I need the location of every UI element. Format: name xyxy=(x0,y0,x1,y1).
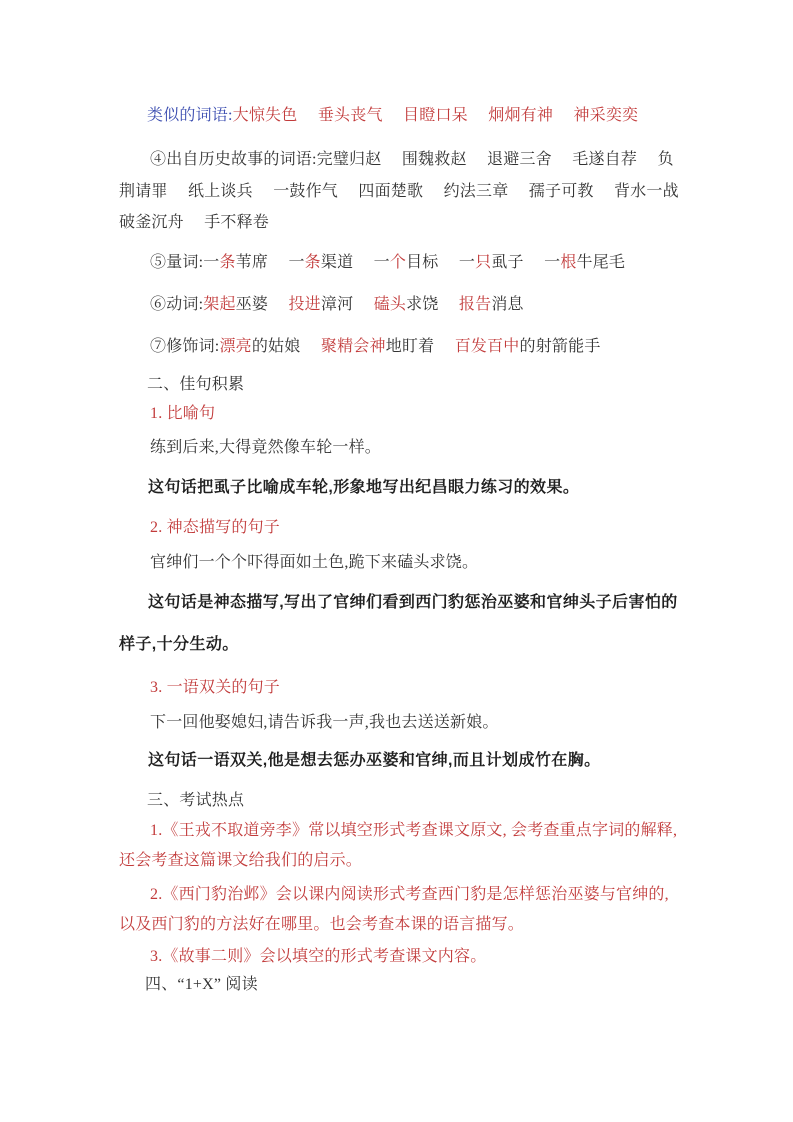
section-3-title xyxy=(147,791,244,811)
text-run: 苇席 xyxy=(235,254,269,271)
pun-analysis xyxy=(148,751,601,771)
text-run: 四、“1+X” 阅读 xyxy=(145,976,258,993)
text-run: 个 xyxy=(389,254,407,271)
text-run: 漂亮 xyxy=(219,338,252,355)
text-run: 根 xyxy=(560,254,577,271)
text-run: 1.《王戎不取道旁李》常以填空形式考查课文原文, 会考查重点字词的解释, xyxy=(150,822,678,839)
text-run: 三、考试热点 xyxy=(147,792,245,809)
expression-analysis-line-1 xyxy=(148,593,678,613)
text-run: ④出自历史故事的词语:完璧归赵 围魏救赵 退避三舍 毛遂自荐 负 xyxy=(150,151,674,168)
expression-heading xyxy=(150,518,280,538)
pun-sentence xyxy=(150,713,499,733)
exam-point-2-line-2 xyxy=(119,915,524,935)
text-run: 3.《故事二则》会以填空的形式考查课文内容。 xyxy=(150,948,487,965)
exam-point-2-line-1 xyxy=(150,885,669,905)
text-run: 这句话是神态描写,写出了官绅们看到西门豹惩治巫婆和官绅头子后害怕的 xyxy=(148,594,678,611)
text-run: 官绅们一个个吓得面如土色,跪下来磕头求饶。 xyxy=(150,554,479,571)
text-run: 巫婆 xyxy=(235,296,269,313)
text-run: ⑤量词:一 xyxy=(150,254,220,271)
text-run: 求饶 xyxy=(406,296,439,313)
text-run: 二、佳句积累 xyxy=(147,376,245,393)
verbs-line xyxy=(150,295,524,315)
text-run: 牛尾毛 xyxy=(576,254,626,271)
text-run: 投进 xyxy=(288,296,321,313)
text-run: 消息 xyxy=(491,296,524,313)
history-idioms-line-3 xyxy=(119,213,269,233)
text-run: 只 xyxy=(475,254,492,271)
text-run: 百发百中 xyxy=(454,338,520,355)
exam-point-3 xyxy=(150,947,486,967)
text-run: 的姑娘 xyxy=(251,338,301,355)
text-run xyxy=(268,296,288,313)
text-run: 架起 xyxy=(203,296,236,313)
text-run: 类似的词语: xyxy=(147,107,233,124)
section-4-title xyxy=(145,975,258,995)
text-run: 2. 神态描写的句子 xyxy=(150,519,281,536)
text-run xyxy=(439,296,459,313)
text-run: 下一回他娶媳妇,请告诉我一声,我也去送送新娘。 xyxy=(150,714,499,731)
metaphor-heading xyxy=(150,404,215,424)
text-run: 这句话一语双关,他是想去惩办巫婆和官绅,而且计划成竹在胸。 xyxy=(148,752,601,769)
text-run: 报告 xyxy=(458,296,492,313)
text-run: 条 xyxy=(219,254,236,271)
metaphor-sentence xyxy=(150,438,381,458)
text-run: 目标 xyxy=(406,254,439,271)
text-run: 1. 比喻句 xyxy=(150,405,216,422)
text-run: 样子,十分生动。 xyxy=(119,636,239,653)
text-run: 磕头 xyxy=(373,296,407,313)
similar-idioms-line xyxy=(147,106,638,126)
text-run: 一 xyxy=(268,254,305,271)
text-run: ⑥动词: xyxy=(150,296,204,313)
exam-point-1-line-1 xyxy=(150,821,677,841)
text-run: 条 xyxy=(304,254,321,271)
text-run: 3. 一语双关的句子 xyxy=(150,679,281,696)
measure-words-line xyxy=(150,253,625,273)
text-run xyxy=(353,296,373,313)
metaphor-analysis xyxy=(148,478,579,498)
history-idioms-line-1 xyxy=(150,150,674,170)
text-run: 聚精会神 xyxy=(320,338,386,355)
modifiers-line xyxy=(150,337,601,357)
text-run: 这句话把虱子比喻成车轮,形象地写出纪昌眼力练习的效果。 xyxy=(148,479,580,496)
text-run: ⑦修饰词: xyxy=(150,338,220,355)
text-run xyxy=(434,338,454,355)
text-run: 的射箭能手 xyxy=(519,338,601,355)
text-run: 还会考查这篇课文给我们的启示。 xyxy=(119,852,363,869)
text-run: 漳河 xyxy=(320,296,354,313)
text-run: 地盯着 xyxy=(385,338,435,355)
text-run: 一 xyxy=(438,254,476,271)
history-idioms-line-2 xyxy=(119,182,679,202)
text-run: 渠道 xyxy=(320,254,354,271)
text-run: 大惊失色 垂头丧气 目瞪口呆 炯炯有神 神采奕奕 xyxy=(232,107,639,124)
expression-analysis-line-2 xyxy=(119,635,239,655)
text-run: 练到后来,大得竟然像车轮一样。 xyxy=(150,439,382,456)
text-run: 一 xyxy=(353,254,390,271)
text-run xyxy=(300,338,320,355)
text-run: 荆请罪 纸上谈兵 一鼓作气 四面楚歌 约法三章 孺子可教 背水一战 xyxy=(119,183,679,200)
pun-heading xyxy=(150,678,280,698)
text-run: 2.《西门豹治邺》会以课内阅读形式考查西门豹是怎样惩治巫婆与官绅的, xyxy=(150,886,669,903)
text-run: 破釜沉舟 手不释卷 xyxy=(119,214,270,231)
text-run: 以及西门豹的方法好在哪里。也会考查本课的语言描写。 xyxy=(119,916,525,933)
text-run: 一 xyxy=(523,254,561,271)
expression-sentence xyxy=(150,553,478,573)
exam-point-1-line-2 xyxy=(119,851,362,871)
section-2-title xyxy=(147,375,244,395)
text-run: 虱子 xyxy=(491,254,524,271)
